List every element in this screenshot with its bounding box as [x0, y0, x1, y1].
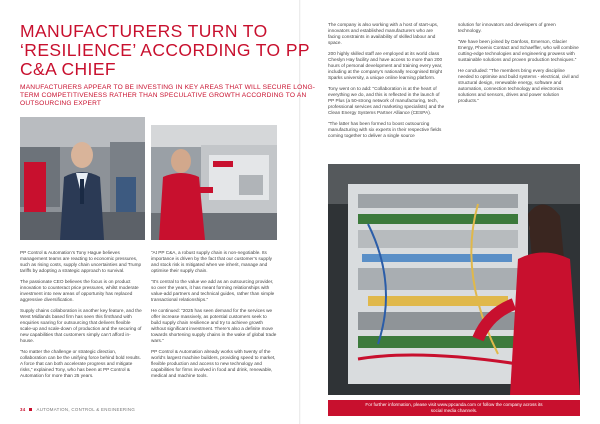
footer-separator [29, 408, 32, 411]
paragraph: He concluded: “The members bring every discipline needed to optimise and build systems - electrical, civil and structural design, renewable energy, software and automation, connection technology and electronics solutions and sensors, drives and power solution products.” [458, 67, 579, 104]
paragraph: Supply chains collaboration is another key feature, and the West Midlands based firm has seen this firsthand with enquiries soaring for outsourcing that delivers flexible scale-up and scale-down of production and the securing of new capabilities that customers simply can’t afford in-house. [20, 307, 142, 344]
photo-ceo-factory [20, 117, 145, 240]
info-bar [328, 400, 580, 416]
column-1 [20, 250, 142, 384]
paragraph: The passionate CEO believes the focus is on product innovation to counteract price pressures, whilst moderate investment into new areas of opportunity has replaced aggressive diversification. [20, 278, 139, 303]
column-3 [328, 22, 446, 144]
article-standfirst: MANUFACTURERS APPEAR TO BE INVESTING IN KEY AREAS THAT WILL SECURE LONG-TERM COMPETITIVENESS RATHER THAN SPECULATIVE GROWTH ACCORDING TO AN OUTSOURCING EXPERT [20, 84, 316, 107]
paragraph: He continued: “2025 has seen demand for the services we offer increase massively, as potential customers seek to build supply chain resilience and try to achieve growth without significant investment. There’s also a definite move towards shortening supply chains in the wake of global trade wars.” [151, 307, 277, 344]
column-2 [151, 250, 277, 384]
page-number: 34 [20, 407, 26, 412]
paragraph: solution for innovators and developers of green technology. [458, 22, 556, 34]
paragraph: PP Control & Automation’s Tony Hague believes management teams are reacting to economic pressures, such as rising costs, supply chain uncertainties and Trump tariffs by adopting a strategic approach to survival. [20, 250, 142, 274]
photo-engineer-machine [151, 125, 277, 240]
page-footer [20, 407, 135, 412]
paragraph: “The latter has been formed to boost outsourcing manufacturing with six experts in their respective fields coming together to deliver a single source [328, 120, 442, 138]
info-bar-text: For further information, please visit www.ppcanda.com or follow the company across its social media channels. [365, 402, 543, 413]
paragraph: “We have been joined by Danfoss, Emerson, Glacier Energy, Phoenix Contact and Schaeffler, who will combine cutting-edge technologies and engineering prowess with sustainable solutions and proven production techniques.” [458, 38, 579, 62]
photo-control-panel-wiring [328, 164, 580, 395]
publication-name: AUTOMATION, CONTROL & ENGINEERING [36, 407, 136, 412]
paragraph: “It’s central to the value we add as an outsourcing provider, so over the years, it has meant forming relationships with value-add partners and technical guides, rather than simple transactional relationships.” [151, 278, 275, 303]
paragraph: 200 highly skilled staff are employed at its world class Cheslyn Hay facility and have access to more than 200 hours of personal development and training every year, including at the company’s nationally recognised Bright Sparks university, a unique online learning platform. [328, 50, 443, 81]
paragraph: Tony went on to add: “Collaboration is at the heart of everything we do, and this is reflected in the launch of PP Plus (a 50-strong network of manufacturing, tech, professional services and marketing specialists) and the Clean Energy Systems Partner Alliance (CESPA). [328, 85, 445, 116]
column-4 [458, 22, 580, 109]
paragraph: “No matter the challenge or strategic direction, collaboration can be the unifying force behind bold results. A force that can both accelerate progress and mitigate risks,” explained Tony, who has been at PP Control & Automation for more than 25 years. [20, 348, 141, 379]
article-headline: MANUFACTURERS TURN TO ‘RESILIENCE’ ACCORDING TO PP C&A CHIEF [20, 21, 310, 79]
paragraph: PP Control & Automation already works with twenty of the world’s largest machine builders, providing speed to market, flexible production and access to new technology and capabilities for firms involved in food and drink, renewable, medical and machine tools. [151, 348, 276, 379]
paragraph: The company is also working with a host of start-ups, innovators and established manufacturers who are facing constraints in availability of skilled labour and space. [328, 22, 439, 46]
paragraph: “At PP C&A, a robust supply chain is non-negotiable. Its importance is driven by the fact that our customer’s supply and stock risk is mitigated when we inherit, manage and optimise their supply chain. [151, 250, 272, 274]
